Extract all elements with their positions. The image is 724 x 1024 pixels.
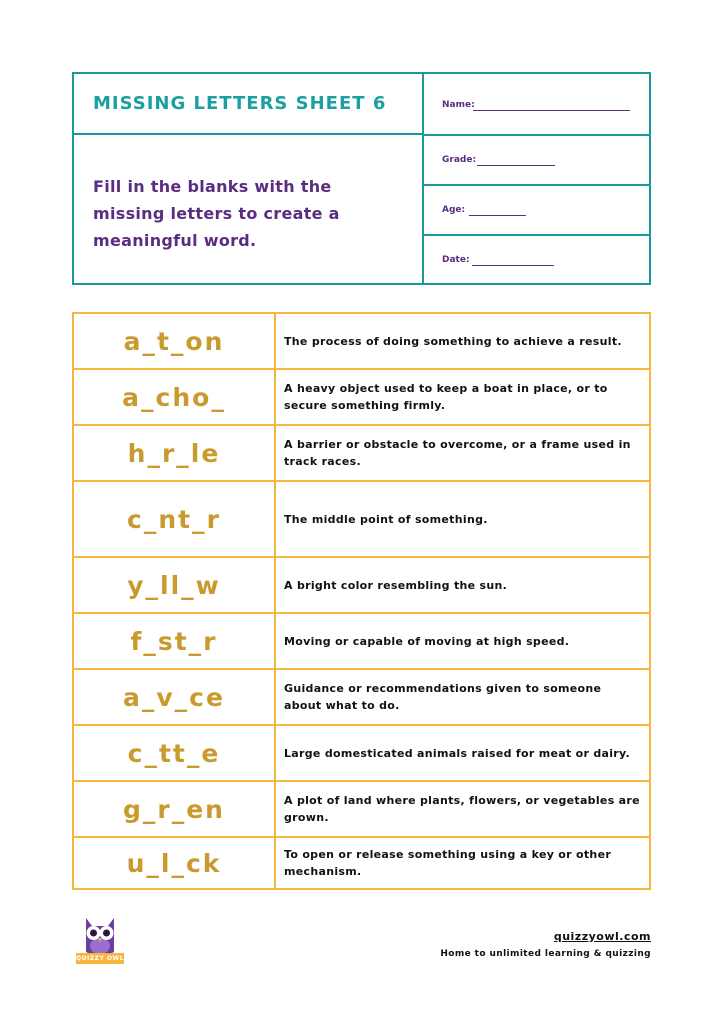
word-cell [74, 614, 276, 668]
definition: A heavy object used to keep a boat in place, or to secure something firmly. [284, 382, 608, 412]
word-cell [74, 426, 276, 480]
site-link[interactable]: quizzyowl.com [553, 930, 651, 943]
puzzle-word: y_ll_w [127, 570, 221, 600]
definition-cell [284, 558, 641, 612]
date-blank[interactable] [472, 265, 554, 266]
table-row [74, 370, 649, 426]
definition-cell [284, 726, 641, 780]
worksheet-header [72, 72, 651, 285]
definition: The process of doing something to achieve a result. [284, 334, 622, 348]
puzzle-word: c_tt_e [127, 738, 221, 768]
word-cell [74, 558, 276, 612]
word-cell [74, 314, 276, 368]
word-cell [74, 670, 276, 724]
definition: To open or release something using a key or other mechanism. [284, 848, 612, 878]
definition-cell [284, 370, 641, 424]
missing-letters-table [72, 312, 651, 890]
definition-cell [284, 314, 641, 368]
student-info-fields [422, 74, 649, 283]
grade-field[interactable] [424, 136, 649, 186]
definition: A plot of land where plants, flowers, or vegetables are grown. [284, 794, 640, 824]
word-cell [74, 726, 276, 780]
tagline: Home to unlimited learning & quizzing [440, 949, 651, 959]
puzzle-word: a_t_on [123, 326, 225, 356]
age-blank[interactable] [469, 215, 526, 216]
grade-blank[interactable] [477, 165, 555, 166]
name-blank[interactable] [473, 110, 630, 111]
header-left [74, 74, 422, 283]
puzzle-word: h_r_le [127, 438, 221, 468]
table-row [74, 726, 649, 782]
age-field[interactable] [424, 186, 649, 236]
date-field[interactable] [424, 236, 649, 283]
word-cell [74, 838, 276, 888]
word-cell [74, 482, 276, 556]
grade-label: Grade: [442, 155, 477, 165]
definition-cell [284, 838, 641, 888]
definition: Guidance or recommendations given to someone about what to do. [284, 682, 602, 712]
instructions: Fill in the blanks with the missing letters to create a meaningful word. [93, 177, 340, 250]
table-row [74, 614, 649, 670]
puzzle-word: f_st_r [130, 626, 218, 656]
definition-cell [284, 782, 641, 836]
definition-cell [284, 670, 641, 724]
table-row [74, 670, 649, 726]
title-cell [74, 74, 422, 135]
definition: The middle point of something. [284, 512, 488, 526]
definition: A barrier or obstacle to overcome, or a frame used in track races. [284, 438, 631, 468]
name-field[interactable] [424, 74, 649, 136]
table-row [74, 558, 649, 614]
definition: Moving or capable of moving at high speed. [284, 634, 570, 648]
puzzle-word: g_r_en [123, 794, 225, 824]
word-cell [74, 370, 276, 424]
date-label: Date: [442, 255, 470, 265]
puzzle-word: a_v_ce [123, 682, 225, 712]
definition-cell [284, 482, 641, 556]
table-row [74, 782, 649, 838]
puzzle-word: c_nt_r [127, 504, 221, 534]
age-label: Age: [442, 205, 466, 215]
definition: A bright color resembling the sun. [284, 578, 508, 592]
puzzle-word: u_l_ck [126, 848, 222, 878]
definition-cell [284, 426, 641, 480]
name-label: Name: [442, 100, 475, 110]
definition: Large domesticated animals raised for meat or dairy. [284, 746, 630, 760]
table-row [74, 482, 649, 558]
definition-cell [284, 614, 641, 668]
table-row [74, 838, 649, 888]
logo-wordmark: QUIZZY OWL [76, 955, 124, 962]
table-row [74, 314, 649, 370]
puzzle-word: a_cho_ [122, 382, 226, 412]
table-row [74, 426, 649, 482]
word-cell [74, 782, 276, 836]
page-title: MISSING LETTERS SHEET 6 [93, 93, 387, 114]
